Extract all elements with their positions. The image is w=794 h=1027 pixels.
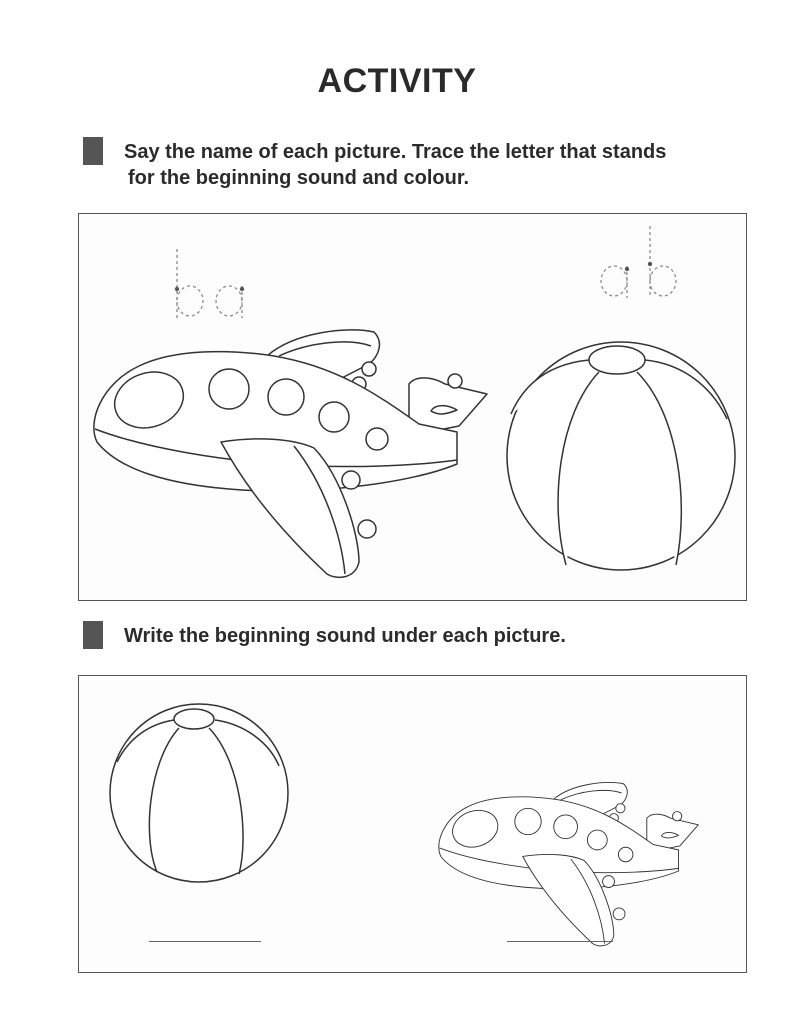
section1-instruction-line1: Say the name of each picture. Trace the letter that stands [124, 141, 667, 163]
airplane-icon [94, 330, 487, 578]
answer-line-ball[interactable] [149, 941, 261, 942]
ball-icon-small [110, 704, 288, 882]
section1-instruction-line2: for the beginning sound and colour. [128, 167, 470, 189]
trace-panel [78, 213, 747, 601]
page-title: ACTIVITY [317, 62, 477, 100]
write-panel [78, 675, 747, 973]
trace-letter-a2[interactable] [601, 266, 629, 298]
trace-letters-ball[interactable] [601, 226, 676, 298]
trace-letter-b2[interactable] [648, 226, 676, 298]
ball-icon [507, 342, 735, 570]
trace-letters-airplane[interactable] [175, 249, 244, 318]
answer-line-airplane[interactable] [507, 941, 613, 942]
section2-instruction: Write the beginning sound under each picture. [124, 625, 566, 647]
bullet-marker [83, 137, 103, 165]
bullet-marker-2 [83, 621, 103, 649]
write-panel-drawing [79, 676, 748, 974]
trace-panel-drawing [79, 214, 748, 602]
trace-letter-b[interactable] [175, 249, 203, 318]
section1-instruction [124, 139, 666, 191]
airplane-icon-small [439, 782, 698, 945]
trace-letter-a[interactable] [216, 286, 244, 318]
